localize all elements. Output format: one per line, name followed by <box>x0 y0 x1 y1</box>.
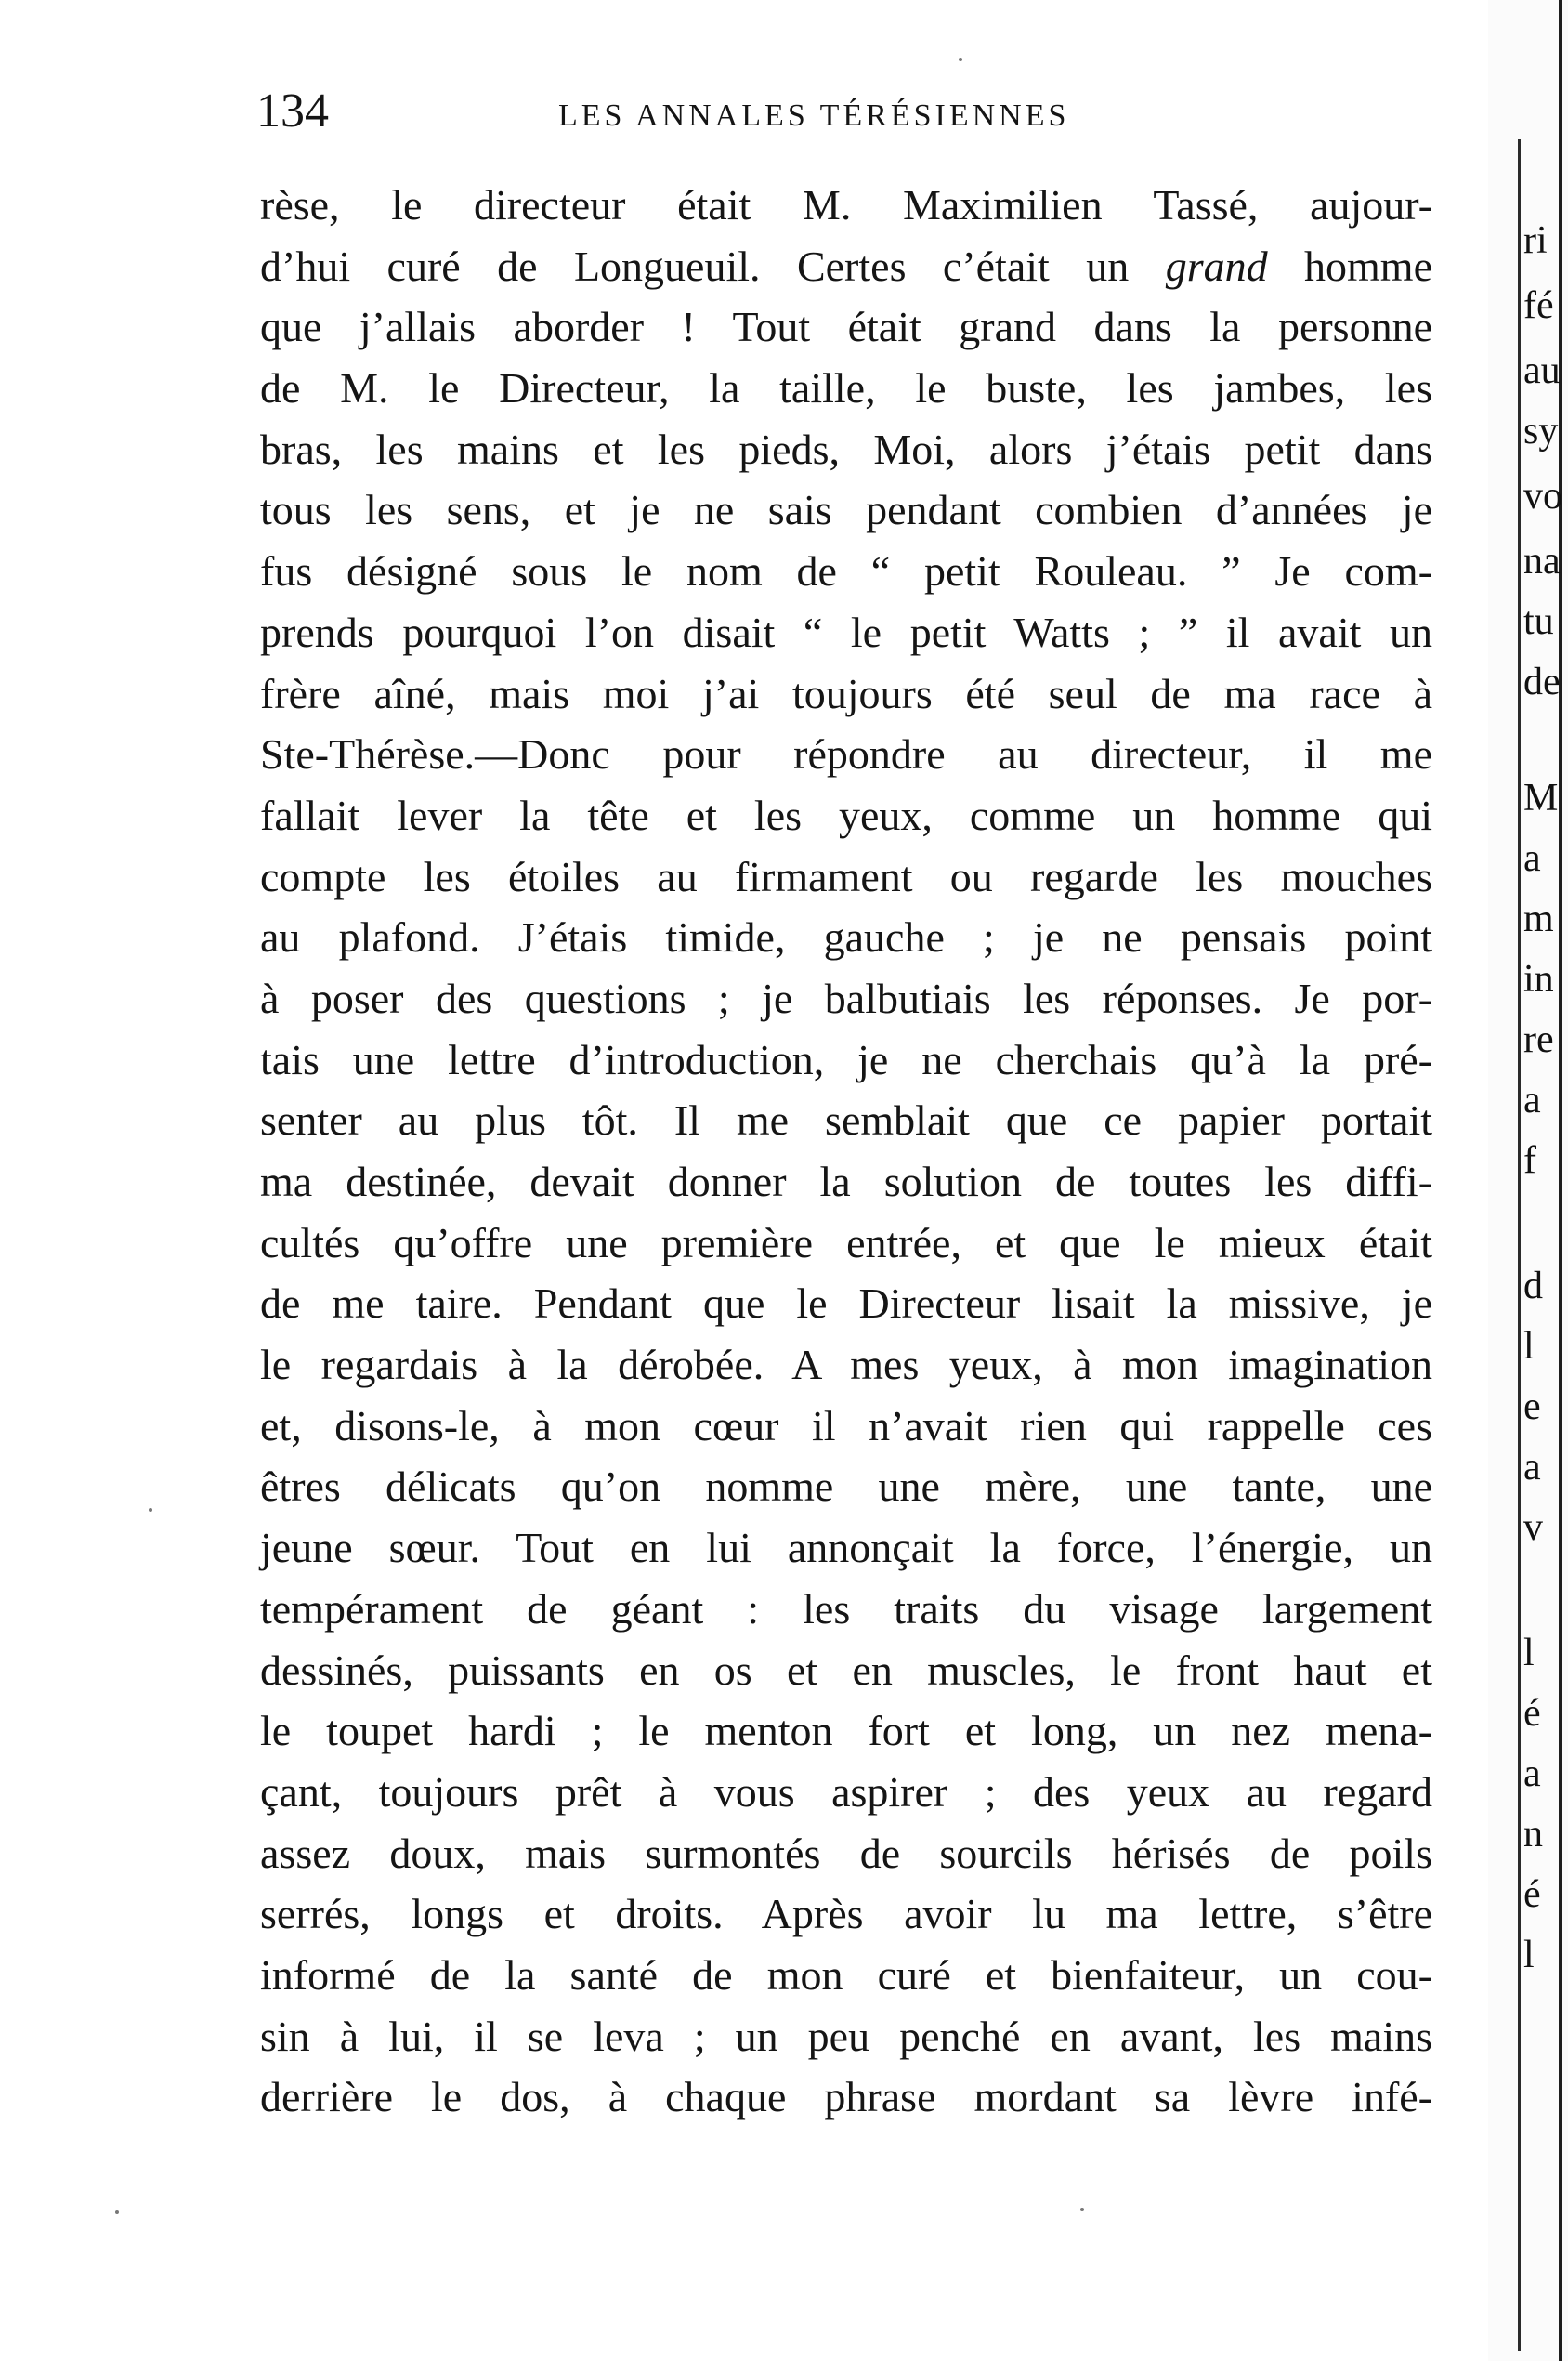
text-line <box>260 236 1432 297</box>
text-line: fallait lever la tête et les yeux, comme un homme qui <box>260 791 1432 839</box>
text-line: le toupet hardi ; le menton fort et long, un nez mena- <box>260 1707 1432 1755</box>
text-line: fus désigné sous le nom de “ petit Rouleau. ” Je com- <box>260 547 1432 596</box>
text-line: à poser des questions ; je balbutiais les réponses. Je por- <box>260 974 1432 1022</box>
text-line: le regardais à la dérobée. A mes yeux, à mon imagination <box>260 1341 1432 1389</box>
text-line: êtres délicats qu’on nomme une mère, une tante, une <box>260 1463 1432 1511</box>
margin-fragment: n <box>1523 1813 1543 1856</box>
text-line: rèse, le directeur était M. Maximilien Tassé, aujour- <box>260 181 1432 229</box>
text-line-part: homme <box>1267 242 1433 290</box>
text-line: Ste-Thérèse.—Donc pour répondre au directeur, il me <box>260 730 1432 779</box>
margin-fragment: d <box>1523 1265 1543 1307</box>
text-line: compte les étoiles au firmament ou regarde les mouches <box>260 852 1432 900</box>
margin-fragment: au <box>1523 349 1561 392</box>
page-number: 134 <box>256 85 329 138</box>
text-line: frère aîné, mais moi j’ai toujours été seul de ma race à <box>260 669 1432 717</box>
scan-speck <box>115 2210 119 2214</box>
text-line: et, disons-le, à mon cœur il n’avait rien qui rappelle ces <box>260 1401 1432 1449</box>
margin-fragment: a <box>1523 1446 1541 1489</box>
page-header <box>256 84 1450 149</box>
scan-speck <box>1080 2208 1084 2211</box>
margin-fragment: l <box>1523 1632 1535 1674</box>
margin-fragment: m <box>1523 898 1554 940</box>
text-line: informé de la santé de mon curé et bienfaiteur, un cou- <box>260 1950 1432 1999</box>
margin-fragment: é <box>1523 1873 1541 1916</box>
text-line: assez doux, mais surmontés de sourcils hérisés de poils <box>260 1829 1432 1877</box>
margin-fragment: sy <box>1523 410 1559 453</box>
text-line: bras, les mains et les pieds, Moi, alors j’étais petit dans <box>260 425 1432 473</box>
margin-fragment: M <box>1523 777 1559 820</box>
running-head: LES ANNALES TÉRÉSIENNES <box>558 98 1070 133</box>
margin-fragment: a <box>1523 1752 1541 1795</box>
margin-fragment: in <box>1523 958 1554 1001</box>
margin-fragment: a <box>1523 837 1541 880</box>
text-line: prends pourquoi l’on disait “ le petit Watts ; ” il avait un <box>260 608 1432 656</box>
text-line: de me taire. Pendant que le Directeur lisait la missive, je <box>260 1279 1432 1328</box>
margin-fragment: f <box>1523 1139 1536 1182</box>
text-line: çant, toujours prêt à vous aspirer ; des yeux au regard <box>260 1767 1432 1816</box>
text-line: senter au plus tôt. Il me semblait que ce papier portait <box>260 1096 1432 1145</box>
margin-fragment: l <box>1523 1325 1535 1368</box>
margin-fragment: tu <box>1523 600 1554 643</box>
body-text <box>260 175 1432 2128</box>
margin-fragment: re <box>1523 1018 1554 1061</box>
text-line: dessinés, puissants en os et en muscles, le front haut et <box>260 1646 1432 1694</box>
margin-fragment: na <box>1523 540 1561 583</box>
margin-fragment: v <box>1523 1506 1543 1549</box>
text-line: que j’allais aborder ! Tout était grand dans la personne <box>260 303 1432 351</box>
text-line: tous les sens, et je ne sais pendant combien d’années je <box>260 486 1432 534</box>
margin-fragment: de <box>1523 661 1561 703</box>
text-line: derrière le dos, à chaque phrase mordant sa lèvre infé- <box>260 2073 1432 2121</box>
text-line: ma destinée, devait donner la solution de toutes les diffi- <box>260 1158 1432 1205</box>
text-line: cultés qu’offre une première entrée, et que le mieux était <box>260 1218 1432 1266</box>
margin-fragment: fé <box>1523 284 1554 327</box>
margin-fragment: l <box>1523 1934 1535 1976</box>
text-line: jeune sœur. Tout en lui annonçait la force, l’énergie, un <box>260 1524 1432 1572</box>
italic-word: grand <box>1165 242 1268 290</box>
text-line: tempérament de géant : les traits du visage largement <box>260 1584 1432 1633</box>
margin-fragment: e <box>1523 1385 1541 1428</box>
margin-fragment: a <box>1523 1079 1541 1121</box>
scan-speck <box>959 58 962 61</box>
text-line: tais une lettre d’introduction, je ne cherchais qu’à la pré- <box>260 1035 1432 1083</box>
text-line: sin à lui, il se leva ; un peu penché en avant, les mains <box>260 2012 1432 2060</box>
page-gutter-line <box>1518 139 1521 2351</box>
margin-fragment: é <box>1523 1692 1541 1735</box>
text-line-part: d’hui curé de Longueuil. Certes c’était un <box>260 242 1166 290</box>
text-line: serrés, longs et droits. Après avoir lu ma lettre, s’être <box>260 1890 1432 1938</box>
text-line: au plafond. J’étais timide, gauche ; je ne pensais point <box>260 913 1432 962</box>
scan-speck <box>149 1508 152 1512</box>
text-line: de M. le Directeur, la taille, le buste, les jambes, les <box>260 364 1432 413</box>
margin-fragment: vo <box>1523 475 1562 518</box>
margin-fragment: ri <box>1523 219 1548 262</box>
